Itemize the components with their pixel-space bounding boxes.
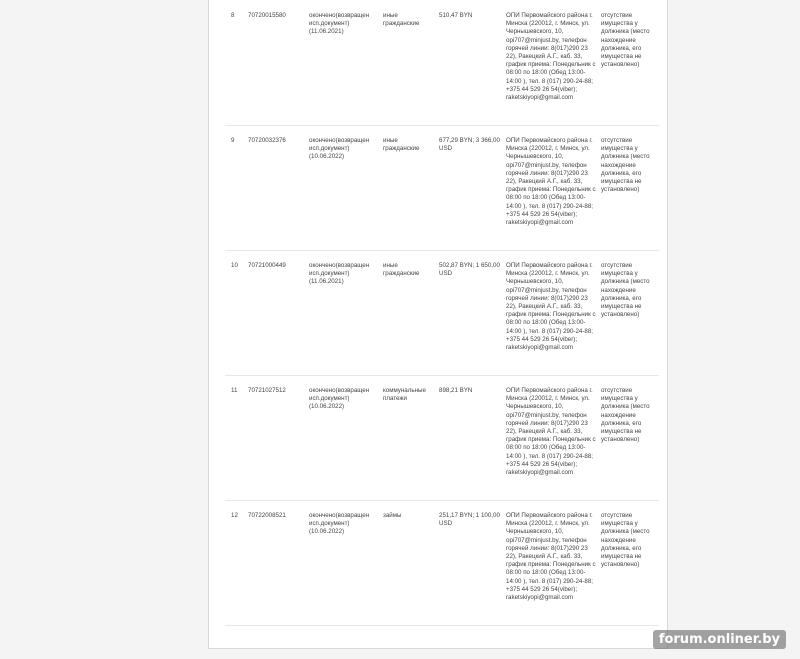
debt-amount: 251,17 BYN; 1 100,00 USD xyxy=(439,512,500,528)
department-info: ОПИ Первомайского района г. Минска (220012, г. Минск, ул. Чернышевского, 10, opi707@minjust.by, телефон горячей линии: 8(017)290 23 22), Ракецкий А.Г., каб. 33, график приема: Понедельник с 08:00 по 18:00 (Обед 13:00-14:00 ), тел. 8 (017) 290-24-88; +375 44 529 26 54(viber); raketskiyopi@gmail.com xyxy=(506,12,596,102)
debt-amount: 510,47 BYN xyxy=(439,12,473,19)
case-status: окончено(возвращен исп.документ) (10.06.2022) xyxy=(309,137,370,161)
department-info: ОПИ Первомайского района г. Минска (220012, г. Минск, ул. Чернышевского, 10, opi707@minjust.by, телефон горячей линии: 8(017)290 23 22), Ракецкий А.Г., каб. 33, график приема: Понедельник с 08:00 по 18:00 (Обед 13:00-14:00 ), тел. 8 (017) 290-24-88; +375 44 529 26 54(viber); raketskiyopi@gmail.com xyxy=(506,137,596,227)
row-number: 8 xyxy=(231,12,235,19)
case-type: иные гражданские xyxy=(383,12,420,28)
case-number: 70720032376 xyxy=(248,137,286,144)
case-number: 70721000449 xyxy=(248,262,286,269)
table-row xyxy=(225,250,659,376)
case-type: иные гражданские xyxy=(383,262,420,278)
case-type: иные гражданские xyxy=(383,137,420,153)
department-info: ОПИ Первомайского района г. Минска (220012, г. Минск, ул. Чернышевского, 10, opi707@minjust.by, телефон горячей линии: 8(017)290 23 22), Ракецкий А.Г., каб. 33, график приема: Понедельник с 08:00 по 18:00 (Обед 13:00-14:00 ), тел. 8 (017) 290-24-88; +375 44 529 26 54(viber); raketskiyopi@gmail.com xyxy=(506,387,596,477)
case-number: 70721027512 xyxy=(248,387,286,394)
department-info: ОПИ Первомайского района г. Минска (220012, г. Минск, ул. Чернышевского, 10, opi707@minjust.by, телефон горячей линии: 8(017)290 23 22), Ракецкий А.Г., каб. 33, график приема: Понедельник с 08:00 по 18:00 (Обед 13:00-14:00 ), тел. 8 (017) 290-24-88; +375 44 529 26 54(viber); raketskiyopi@gmail.com xyxy=(506,262,596,352)
table-row xyxy=(225,500,659,626)
case-status: окончено(возвращен исп.документ) (11.06.2021) xyxy=(309,12,370,36)
case-type: коммунальные платежи xyxy=(383,387,426,403)
case-number: 70720015580 xyxy=(248,12,286,19)
case-status: окончено(возвращен исп.документ) (11.06.2021) xyxy=(309,262,370,286)
row-number: 9 xyxy=(231,137,235,144)
row-number: 11 xyxy=(231,387,238,394)
case-status: окончено(возвращен исп.документ) (10.06.2022) xyxy=(309,512,370,536)
closure-reason: отсутствие имущества у должника (место нахождение должника, его имущества не установлено) xyxy=(601,137,650,194)
forum-watermark: forum.onliner.by xyxy=(653,630,786,649)
results-table-page xyxy=(208,0,668,649)
debt-amount: 898,21 BYN xyxy=(439,387,473,394)
closure-reason: отсутствие имущества у должника (место нахождение должника, его имущества не установлено) xyxy=(601,512,650,569)
table-row xyxy=(225,0,659,126)
table-row xyxy=(225,375,659,501)
row-number: 12 xyxy=(231,512,238,519)
table-row xyxy=(225,125,659,251)
debt-amount: 502,87 BYN; 1 650,00 USD xyxy=(439,262,500,278)
case-type: займы xyxy=(383,512,402,519)
debt-amount: 677,29 BYN; 3 366,00 USD xyxy=(439,137,500,153)
row-number: 10 xyxy=(231,262,238,269)
department-info: ОПИ Первомайского района г. Минска (220012, г. Минск, ул. Чернышевского, 10, opi707@minjust.by, телефон горячей линии: 8(017)290 23 22), Ракецкий А.Г., каб. 33, график приема: Понедельник с 08:00 по 18:00 (Обед 13:00-14:00 ), тел. 8 (017) 290-24-88; +375 44 529 26 54(viber); raketskiyopi@gmail.com xyxy=(506,512,596,602)
case-number: 70722008521 xyxy=(248,512,286,519)
closure-reason: отсутствие имущества у должника (место нахождение должника, его имущества не установлено) xyxy=(601,387,650,444)
case-status: окончено(возвращен исп.документ) (10.06.2022) xyxy=(309,387,370,411)
closure-reason: отсутствие имущества у должника (место нахождение должника, его имущества не установлено) xyxy=(601,262,650,319)
closure-reason: отсутствие имущества у должника (место нахождение должника, его имущества не установлено) xyxy=(601,12,650,69)
